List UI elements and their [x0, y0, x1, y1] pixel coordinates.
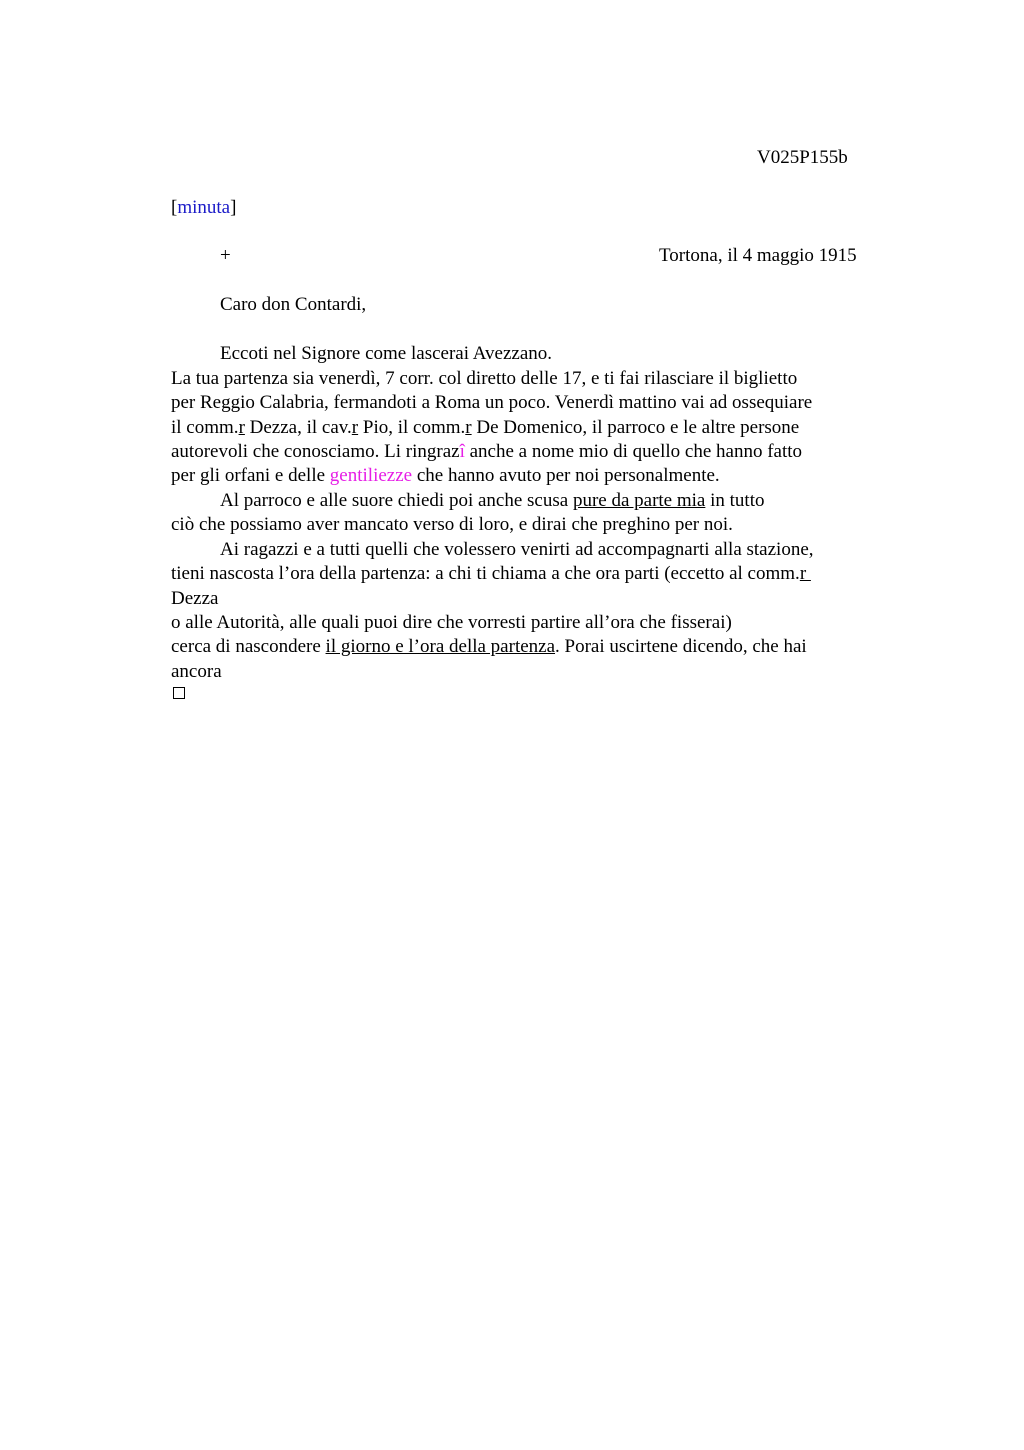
text-run: in tutto [705, 490, 765, 511]
abbrev-superscript: r [238, 417, 245, 438]
text-run: autorevoli che conosciamo. Li ringraz [171, 441, 460, 462]
text-run: tieni nascosta l’ora della partenza: a chi ti chiama a che ora parti (eccetto al comm. [171, 563, 800, 584]
text-run: Al parroco e alle suore chiedi poi anche scusa [220, 490, 573, 511]
text-run: Pio, il comm. [358, 417, 466, 438]
note-label [171, 196, 236, 220]
body-line-7 [220, 489, 764, 513]
document-code: V025P155b [757, 147, 848, 168]
body-line-1: Eccoti nel Signore come lascerai Avezzano. [220, 343, 552, 364]
body-line-5 [171, 440, 802, 464]
body-line-3: per Reggio Calabria, fermandoti a Roma un poco. Venerdì mattino vai ad ossequiare [171, 392, 813, 413]
square-box-icon [173, 687, 185, 699]
underlined-phrase: il giorno e l’ora della partenza [325, 636, 556, 657]
body-line-8: ciò che possiamo aver mancato verso di loro, e dirai che preghino per noi. [171, 514, 733, 535]
highlighted-char: î [459, 441, 465, 462]
text-run: il comm. [171, 417, 239, 438]
body-line-2: La tua partenza sia venerdì, 7 corr. col diretto delle 17, e ti fai rilasciare il biglietto [171, 368, 798, 389]
underlined-phrase: pure da parte mia [572, 490, 706, 511]
bracket-close: ] [230, 197, 237, 218]
cross-mark: + [220, 245, 231, 266]
note-text: minuta [177, 197, 231, 218]
text-run: Dezza, il cav. [244, 417, 352, 438]
abbrev-superscript: r [799, 563, 811, 584]
body-line-14: ancora [171, 661, 222, 682]
text-run: cerca di nascondere [171, 636, 326, 657]
abbrev-superscript: r [465, 417, 472, 438]
salutation: Caro don Contardi, [220, 294, 367, 315]
body-line-10 [171, 562, 811, 586]
place-date: Tortona, il 4 maggio 1915 [659, 245, 857, 266]
body-line-6 [171, 464, 720, 488]
body-line-9: Ai ragazzi e a tutti quelli che volessero venirti ad accompagnarti alla stazione, [220, 539, 814, 560]
text-run: per gli orfani e delle [171, 465, 330, 486]
body-line-13 [171, 635, 807, 659]
text-run: anche a nome mio di quello che hanno fatto [464, 441, 803, 462]
abbrev-superscript: r [351, 417, 359, 438]
body-line-11: Dezza [171, 588, 219, 609]
text-run: De Domenico, il parroco e le altre persone [471, 417, 800, 438]
bracket-open: [ [171, 197, 178, 218]
body-line-12: o alle Autorità, alle quali puoi dire che vorresti partire all’ora che fisserai) [171, 612, 732, 633]
highlighted-word: gentiliezze [329, 465, 413, 486]
body-line-4 [171, 416, 799, 440]
text-run: . Porai uscirtene dicendo, che hai [555, 636, 807, 657]
text-run: che hanno avuto per noi personalmente. [412, 465, 720, 486]
